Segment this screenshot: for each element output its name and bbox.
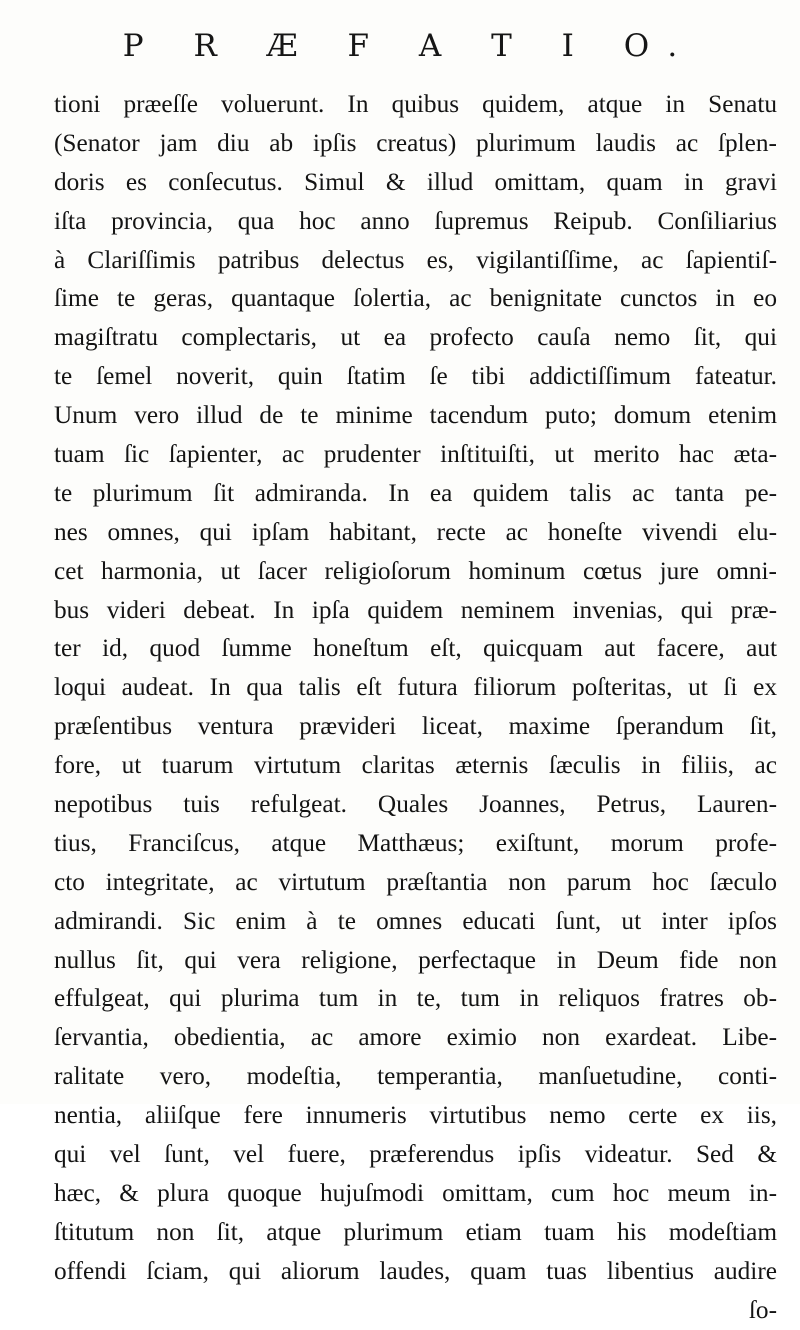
text-line: ſime te geras, quantaque ſolertia, ac benignitate cunctos in eo	[54, 284, 777, 313]
text-line: offendi ſciam, qui aliorum laudes, quam tuas libentius audire	[54, 1256, 777, 1285]
text-line: tuam ſic ſapienter, ac prudenter inſtituiſti, ut merito hac æta-	[54, 440, 777, 469]
text-line: qui vel ſunt, vel fuere, præferendus ipſis videatur. Sed &	[54, 1140, 777, 1169]
text-line: nentia, aliiſque fere innumeris virtutibus nemo certe ex iis,	[54, 1101, 777, 1130]
text-line: tioni præeſſe voluerunt. In quibus quidem, atque in Senatu	[54, 90, 777, 118]
text-line: ter id, quod ſumme honeſtum eſt, quicquam aut facere, aut	[54, 634, 777, 663]
text-line: nepotibus tuis refulgeat. Quales Joannes, Petrus, Lauren-	[54, 790, 777, 819]
text-line: ſervantia, obedientia, ac amore eximio non exardeat. Libe-	[54, 1023, 777, 1052]
text-line: doris es conſecutus. Simul & illud omittam, quam in gravi	[54, 167, 777, 196]
text-line: loqui audeat. In qua talis eſt futura filiorum poſteritas, ut ſi ex	[54, 673, 777, 702]
text-line: Unum vero illud de te minime tacendum puto; domum etenim	[54, 401, 777, 430]
text-line: bus videri debeat. In ipſa quidem neminem invenias, qui præ-	[54, 595, 777, 624]
text-line: tius, Franciſcus, atque Matthæus; exiſtunt, morum profe-	[54, 828, 777, 857]
text-line: præſentibus ventura prævideri liceat, maxime ſperandum ſit,	[54, 712, 777, 741]
text-line: nullus ſit, qui vera religione, perfectaque in Deum fide non	[54, 945, 777, 974]
text-line: cet harmonia, ut ſacer religioſorum hominum cœtus jure omni-	[54, 556, 777, 585]
body-text	[54, 85, 777, 1330]
text-line: à Clariſſimis patribus delectus es, vigilantiſſime, ac ſapientiſ-	[54, 245, 777, 274]
catchword: ſo-	[748, 1295, 777, 1324]
text-line: effulgeat, qui plurima tum in te, tum in reliquos fratres ob-	[54, 984, 777, 1013]
text-line: te ſemel noverit, quin ſtatim ſe tibi addictiſſimum fateatur.	[54, 362, 777, 391]
text-line: iſta provincia, qua hoc anno ſupremus Reipub. Conſiliarius	[54, 206, 777, 235]
text-line: (Senator jam diu ab ipſis creatus) plurimum laudis ac ſplen-	[54, 128, 777, 157]
text-line: nes omnes, qui ipſam habitant, recte ac honeſte vivendi elu-	[54, 517, 777, 546]
text-line: fore, ut tuarum virtutum claritas æternis ſæculis in filiis, ac	[54, 751, 777, 780]
running-head: P R Æ F A T I O.	[122, 28, 698, 64]
text-line: admirandi. Sic enim à te omnes educati ſunt, ut inter ipſos	[54, 906, 777, 935]
text-line: te plurimum ſit admiranda. In ea quidem talis ac tanta pe-	[54, 478, 777, 507]
text-line: magiſtratu complectaris, ut ea profecto cauſa nemo ſit, qui	[54, 323, 777, 352]
text-line: hæc, & plura quoque hujuſmodi omittam, cum hoc meum in-	[54, 1178, 777, 1207]
text-line: ſtitutum non ſit, atque plurimum etiam tuam his modeſtiam	[54, 1217, 777, 1246]
text-line: ralitate vero, modeſtia, temperantia, manſuetudine, conti-	[54, 1062, 777, 1091]
text-line: cto integritate, ac virtutum præſtantia non parum hoc ſæculo	[54, 867, 777, 896]
